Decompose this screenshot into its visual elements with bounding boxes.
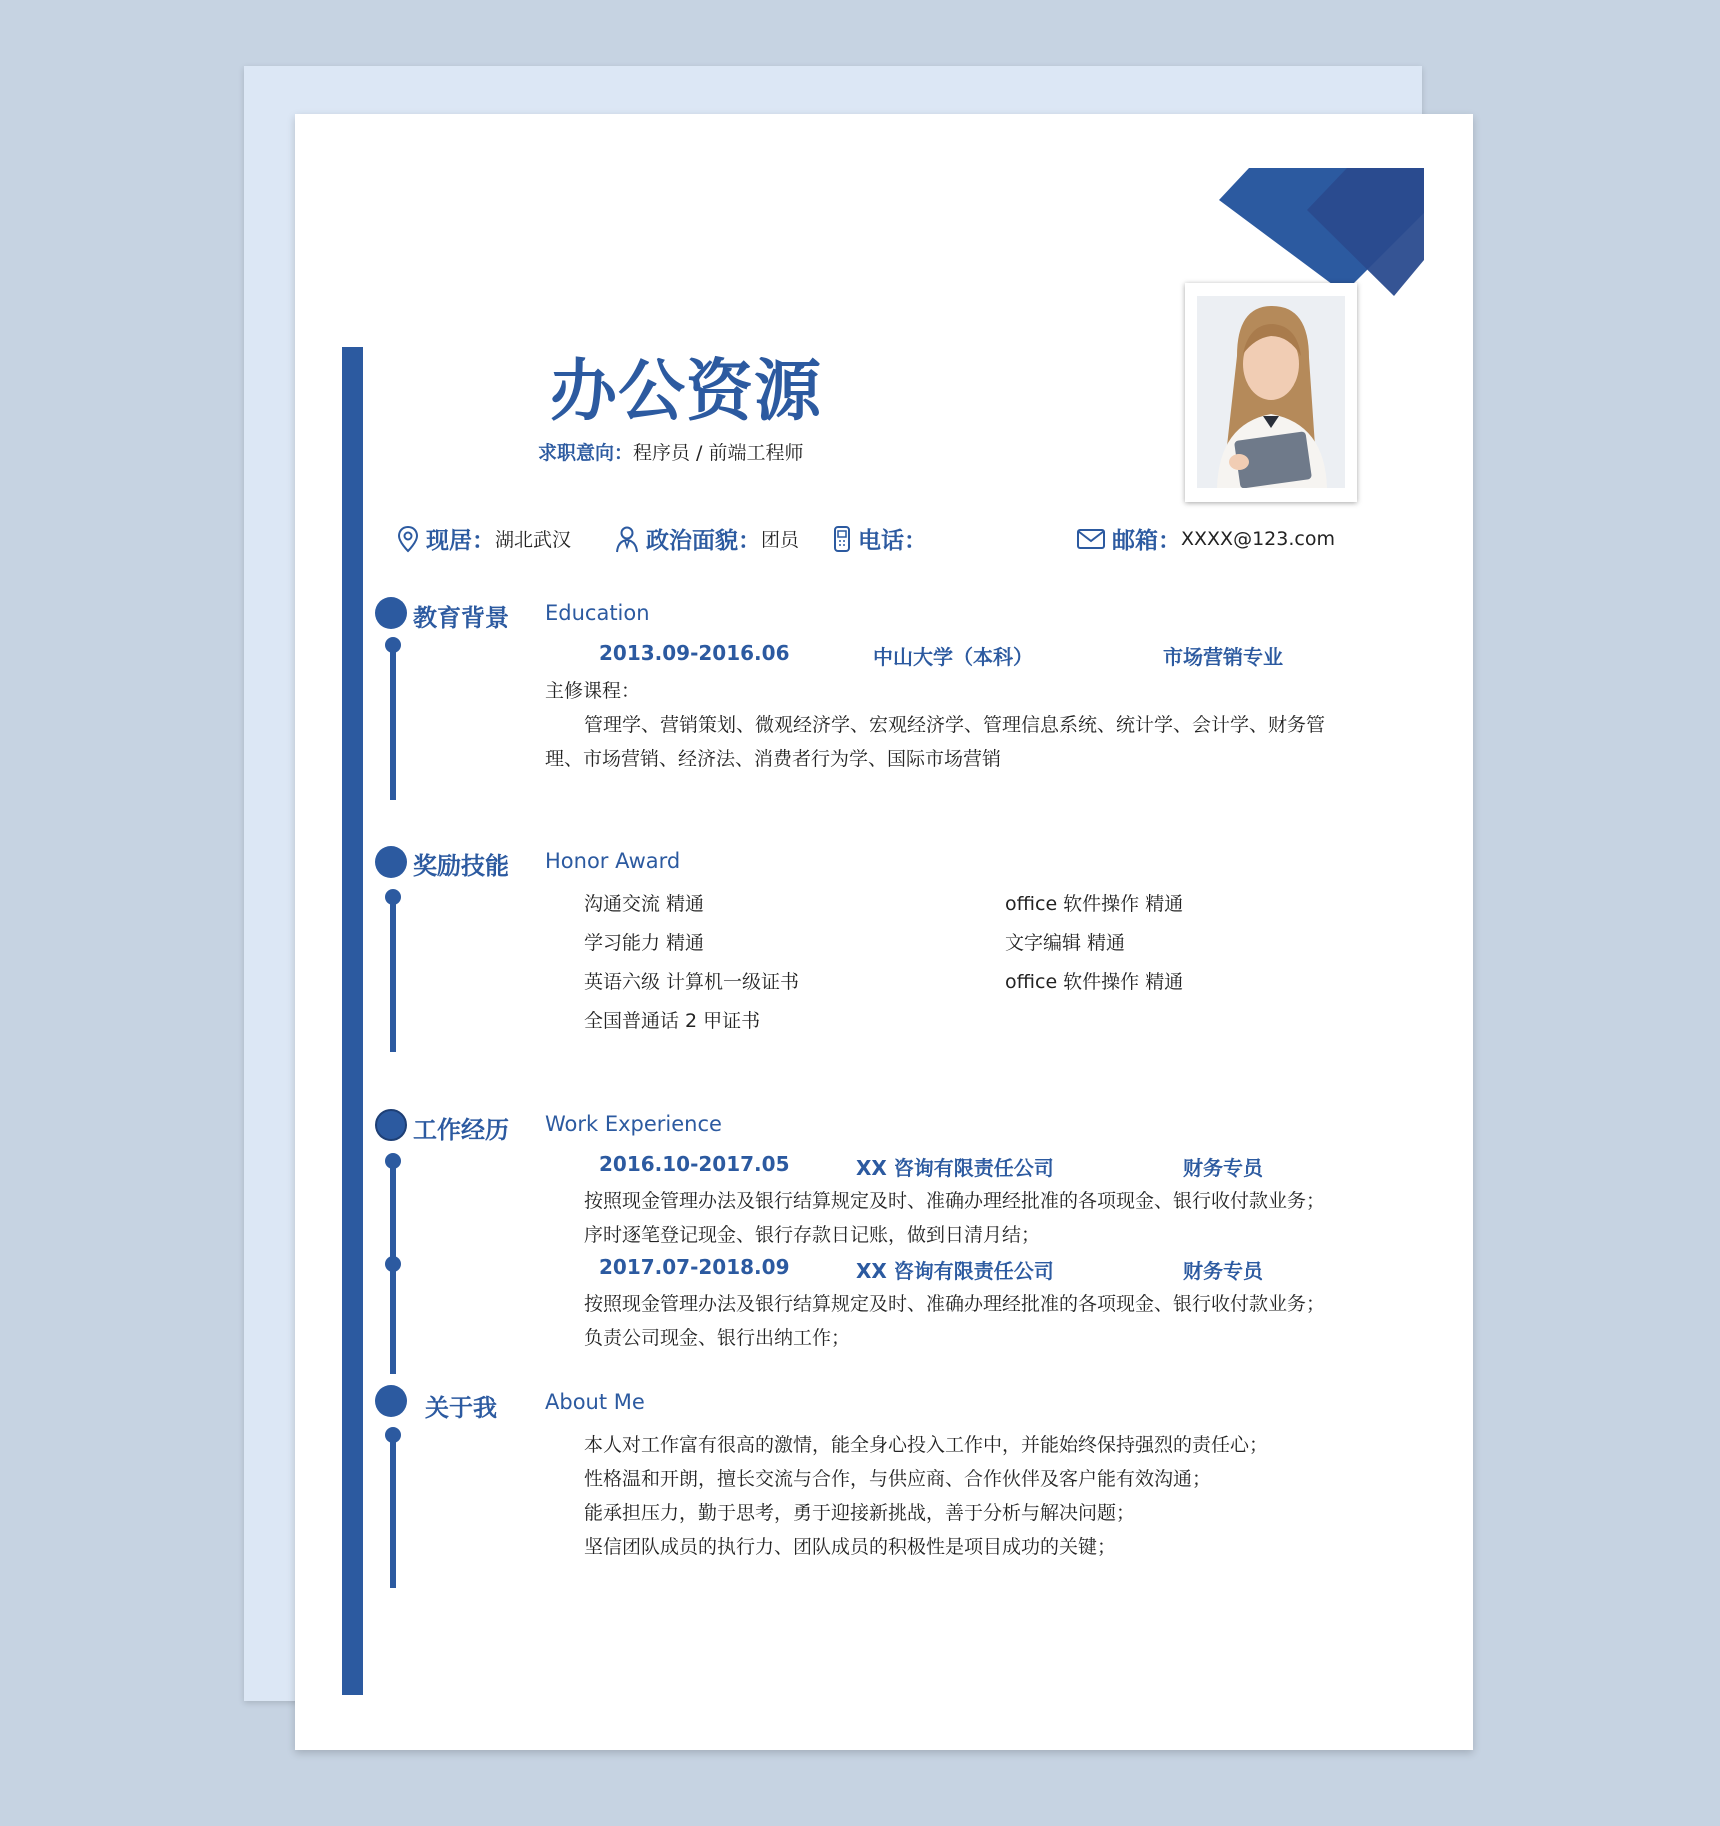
email-value: XXXX@123.com bbox=[1181, 527, 1335, 550]
courses-label: 主修课程： bbox=[545, 680, 641, 702]
section-marker-work bbox=[375, 1109, 407, 1141]
skill-item: office 软件操作 精通 bbox=[1005, 893, 1184, 915]
profile-photo bbox=[1197, 296, 1345, 488]
timeline-dot bbox=[385, 1256, 401, 1272]
skill-item: 沟通交流 精通 bbox=[584, 893, 705, 915]
job-intent bbox=[538, 438, 804, 465]
job-intent-label: 求职意向： bbox=[538, 442, 634, 464]
phone-icon bbox=[832, 524, 852, 554]
skill-item: 英语六级 计算机一级证书 bbox=[584, 971, 800, 993]
phone-label: 电话： bbox=[858, 528, 927, 554]
courses-line-2: 理、市场营销、经济法、消费者行为学、国际市场营销 bbox=[545, 748, 1002, 770]
political-value: 团员 bbox=[761, 529, 800, 551]
location-icon bbox=[396, 525, 420, 553]
education-major: 市场营销专业 bbox=[1163, 645, 1283, 669]
about-line: 能承担压力，勤于思考，勇于迎接新挑战，善于分析与解决问题； bbox=[584, 1502, 1136, 1524]
job-company: XX 咨询有限责任公司 bbox=[856, 1259, 1054, 1283]
info-residence bbox=[396, 522, 571, 555]
political-label: 政治面貌： bbox=[646, 528, 761, 554]
section-subtitle-skills: Honor Award bbox=[545, 849, 681, 873]
info-email bbox=[1076, 522, 1335, 555]
timeline-line bbox=[390, 900, 396, 1052]
job-intent-value: 程序员 / 前端工程师 bbox=[633, 442, 804, 464]
job-role: 财务专员 bbox=[1183, 1156, 1263, 1180]
left-accent-bar bbox=[342, 347, 363, 1695]
job-description: 序时逐笔登记现金、银行存款日记账，做到日清月结； bbox=[584, 1224, 1041, 1246]
skill-item: 文字编辑 精通 bbox=[1005, 932, 1126, 954]
residence-label: 现居： bbox=[426, 528, 495, 554]
education-period: 2013.09-2016.06 bbox=[599, 641, 790, 665]
job-description: 按照现金管理办法及银行结算规定及时、准确办理经批准的各项现金、银行收付款业务； bbox=[584, 1293, 1326, 1315]
about-line: 坚信团队成员的执行力、团队成员的积极性是项目成功的关键； bbox=[584, 1536, 1117, 1558]
job-description: 负责公司现金、银行出纳工作； bbox=[584, 1327, 851, 1349]
courses-line-1: 管理学、营销策划、微观经济学、宏观经济学、管理信息系统、统计学、会计学、财务管 bbox=[584, 714, 1326, 736]
photo-frame bbox=[1185, 283, 1357, 502]
job-description: 按照现金管理办法及银行结算规定及时、准确办理经批准的各项现金、银行收付款业务； bbox=[584, 1190, 1326, 1212]
mail-icon bbox=[1076, 527, 1106, 551]
section-marker-skills bbox=[375, 846, 407, 878]
candidate-name: 办公资源 bbox=[550, 352, 822, 430]
section-title-education: 教育背景 bbox=[413, 604, 509, 632]
skill-item: office 软件操作 精通 bbox=[1005, 971, 1184, 993]
section-subtitle-work: Work Experience bbox=[545, 1112, 722, 1136]
section-title-about: 关于我 bbox=[425, 1394, 497, 1422]
person-icon bbox=[614, 525, 640, 553]
info-political bbox=[614, 522, 799, 555]
job-period: 2016.10-2017.05 bbox=[599, 1152, 790, 1176]
section-marker-education bbox=[375, 597, 407, 629]
section-subtitle-education: Education bbox=[545, 601, 650, 625]
section-subtitle-about: About Me bbox=[545, 1390, 645, 1414]
section-marker-about bbox=[375, 1385, 407, 1417]
job-company: XX 咨询有限责任公司 bbox=[856, 1156, 1054, 1180]
residence-value: 湖北武汉 bbox=[495, 529, 572, 551]
section-title-work: 工作经历 bbox=[413, 1116, 509, 1144]
about-line: 性格温和开朗，擅长交流与合作，与供应商、合作伙伴及客户能有效沟通； bbox=[584, 1468, 1212, 1490]
info-phone bbox=[832, 522, 927, 555]
email-label: 邮箱： bbox=[1112, 528, 1181, 554]
timeline-line bbox=[390, 650, 396, 800]
job-period: 2017.07-2018.09 bbox=[599, 1255, 790, 1279]
skill-item: 学习能力 精通 bbox=[584, 932, 705, 954]
section-title-skills: 奖励技能 bbox=[413, 852, 509, 880]
timeline-line bbox=[390, 1438, 396, 1588]
corner-accent-shape bbox=[1219, 168, 1424, 296]
skill-item: 全国普通话 2 甲证书 bbox=[584, 1010, 761, 1032]
education-school: 中山大学（本科） bbox=[873, 645, 1033, 669]
about-line: 本人对工作富有很高的激情，能全身心投入工作中，并能始终保持强烈的责任心； bbox=[584, 1434, 1269, 1456]
job-role: 财务专员 bbox=[1183, 1259, 1263, 1283]
